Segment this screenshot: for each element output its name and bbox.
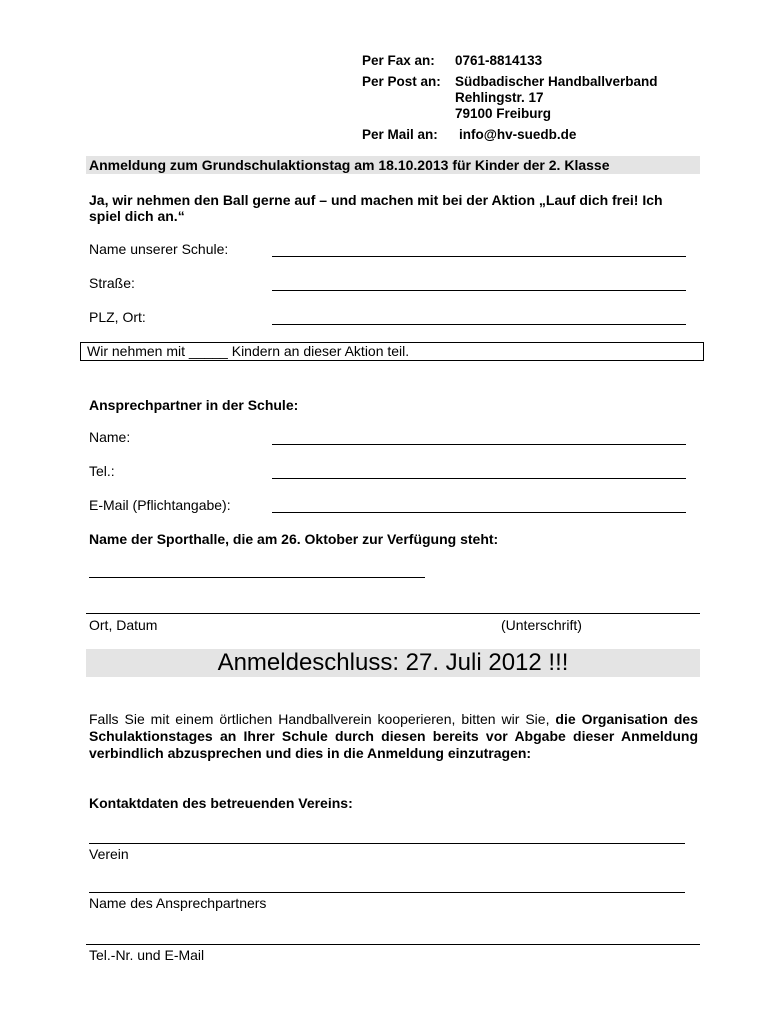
club-label: Verein [89, 846, 129, 862]
mail-address: info@hv-suedb.de [459, 127, 577, 142]
form-intro: Ja, wir nehmen den Ball gerne auf – und machen mit bei der Aktion „Lauf dich frei! Ich spiel dich an.“ [89, 192, 663, 224]
info-text-bold: die Organisation des Schulaktionstages an Ihrer Schule durch diesen bereits vor Abgabe dieser Anmeldung verbindlich abzusprechen und dies in die Anmeldung einzutragen: [89, 711, 699, 761]
deadline-banner: Anmeldeschluss: 27. Juli 2012 !!! [86, 649, 700, 677]
club-heading: Kontaktdaten des betreuenden Vereins: [89, 795, 353, 811]
post-address-line-3: 79100 Freiburg [455, 106, 552, 121]
signature-line[interactable] [86, 613, 700, 614]
phone-label: Tel.-Nr. und E-Mail [89, 947, 205, 963]
participation-text: Wir nehmen mit _____ Kindern an dieser Aktion teil. [87, 343, 410, 359]
club-line[interactable] [89, 843, 685, 844]
sports-hall-line[interactable] [89, 577, 425, 578]
tel-line[interactable] [272, 478, 686, 479]
contact-person-heading: Ansprechpartner in der Schule: [89, 397, 299, 413]
city-label: PLZ, Ort: [89, 309, 146, 325]
school-name-line[interactable] [272, 256, 686, 257]
person-label: Name des Ansprechpartners [89, 895, 267, 911]
tel-label: Tel.: [89, 463, 115, 479]
info-text-normal: Falls Sie mit einem örtlichen Handballverein kooperieren, bitten wir Sie, [89, 711, 556, 727]
sports-hall-heading: Name der Sporthalle, die am 26. Oktober zur Verfügung steht: [89, 531, 499, 547]
post-label: Per Post an: [362, 74, 441, 89]
street-label: Straße: [89, 275, 135, 291]
street-line[interactable] [272, 290, 686, 291]
place-date-label: Ort, Datum [89, 617, 158, 633]
fax-number: 0761-8814133 [455, 53, 543, 68]
city-line[interactable] [272, 324, 686, 325]
info-paragraph [89, 711, 698, 762]
fax-label: Per Fax an: [362, 53, 435, 68]
post-address-line-1: Südbadischer Handballverband [455, 74, 658, 89]
signature-label: (Unterschrift) [501, 617, 582, 633]
person-line[interactable] [89, 892, 685, 893]
name-line[interactable] [272, 444, 686, 445]
email-label: E-Mail (Pflichtangabe): [89, 497, 231, 513]
form-heading: Anmeldung zum Grundschulaktionstag am 18.10.2013 für Kinder der 2. Klasse [89, 157, 610, 173]
email-line[interactable] [272, 512, 686, 513]
name-label: Name: [89, 429, 131, 445]
mail-label: Per Mail an: [362, 127, 438, 142]
phone-line[interactable] [86, 944, 700, 945]
post-address-line-2: Rehlingstr. 17 [455, 90, 544, 105]
school-name-label: Name unserer Schule: [89, 241, 229, 257]
